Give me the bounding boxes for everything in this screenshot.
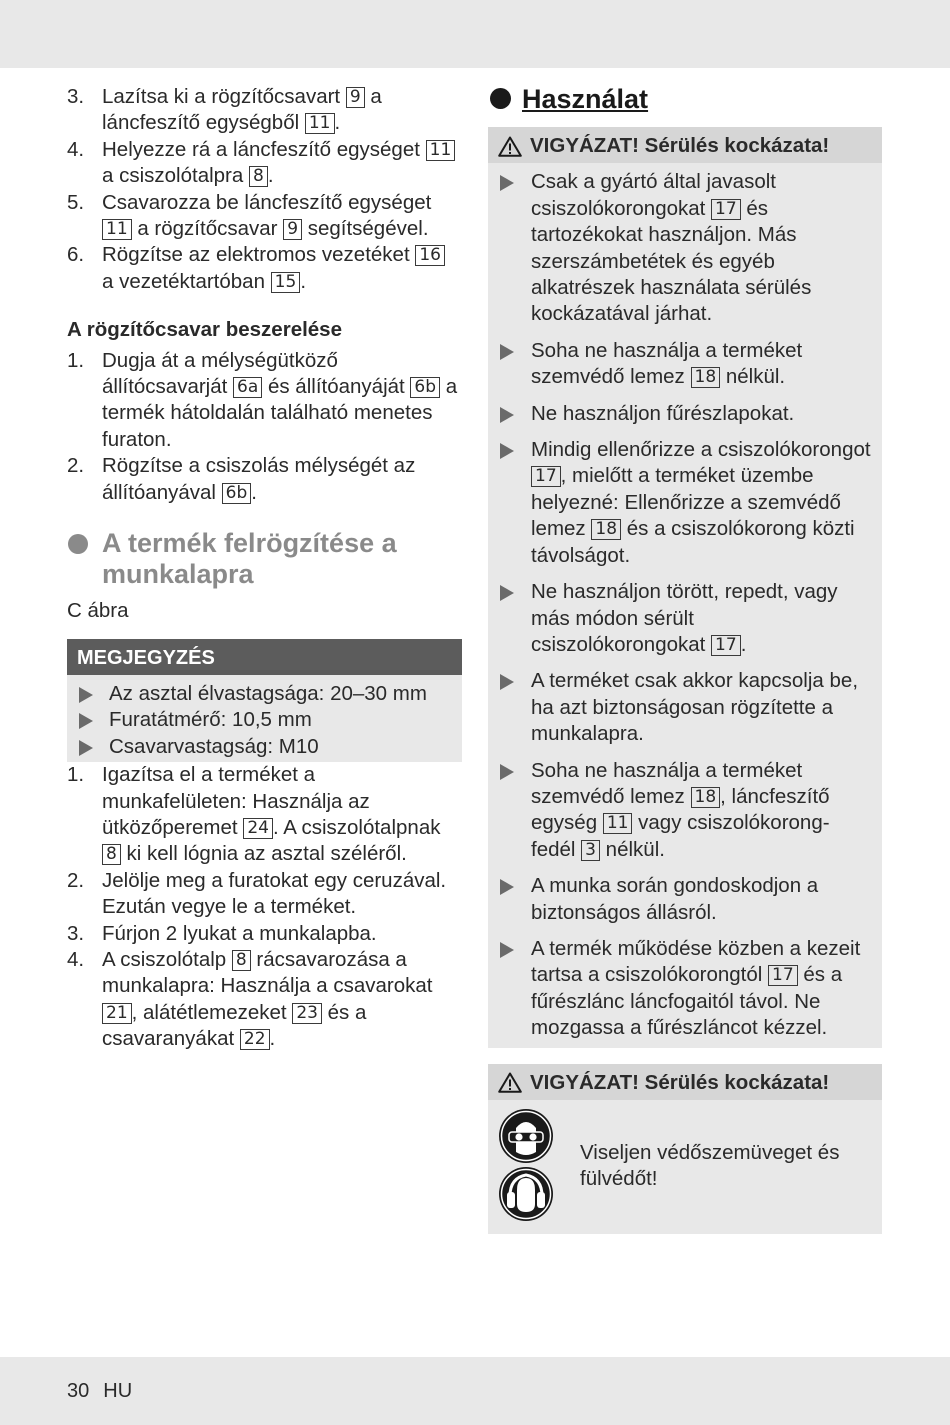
text-segment: , mielőtt a terméket üzembe helyezné: Ellenőrizze a szemvédő lemez — [531, 464, 841, 541]
step-text — [102, 349, 457, 451]
step-item — [67, 868, 462, 921]
note-item — [77, 707, 452, 733]
warning-list — [488, 163, 882, 1047]
ear-protection-icon — [498, 1166, 554, 1222]
text-segment: A csiszolótalp — [102, 947, 232, 971]
reference-number: 17 — [711, 199, 741, 220]
step-number: 4. — [67, 137, 85, 161]
section-usage-title: Használat — [522, 84, 649, 114]
triangle-bullet-icon — [500, 407, 514, 423]
warning-item-text — [531, 669, 858, 745]
reference-number: 8 — [102, 844, 121, 865]
note-item-text: Az asztal élvastagsága: 20–30 mm — [109, 681, 427, 705]
warning-item — [498, 873, 872, 926]
text-segment: nélkül. — [720, 365, 786, 389]
step-number: 6. — [67, 243, 85, 267]
step-item — [67, 137, 462, 190]
triangle-bullet-icon — [500, 674, 514, 690]
section-usage — [488, 84, 882, 115]
text-segment: Csavarozza be láncfeszítő egységet — [102, 190, 432, 214]
step-number: 1. — [67, 763, 85, 787]
text-segment: Lazítsa ki a rögzítőcsavart — [102, 85, 346, 108]
subheading-fixing-screw: A rögzítőcsavar beszerelése — [67, 318, 342, 342]
text-segment: Mindig ellenőrizze a csiszolókorongot — [531, 438, 871, 462]
warning-item-text — [531, 339, 802, 388]
reference-number: 11 — [102, 219, 132, 240]
reference-number: 21 — [102, 1003, 132, 1024]
page-footer — [67, 1378, 146, 1404]
reference-number: 22 — [240, 1029, 270, 1050]
reference-number: 11 — [603, 813, 633, 834]
reference-number: 9 — [346, 87, 365, 108]
step-item — [67, 242, 462, 295]
warning-item-text — [531, 580, 838, 656]
text-segment: Igazítsa el a terméket a munkafelületen: Használja az ütközőperemet — [102, 763, 370, 839]
text-segment: A terméket csak akkor kapcsolja be, ha azt biztonságosan rögzítette a munkalapra. — [531, 669, 859, 746]
text-segment: Csak a gyártó által javasolt csiszolókorongokat — [531, 170, 776, 220]
text-segment: . — [251, 480, 257, 504]
text-segment: Fúrjon 2 lyukat a munkalapba. — [102, 921, 377, 945]
warning-item — [498, 668, 872, 747]
steps-fixing-screw — [67, 348, 462, 506]
text-segment: Rögzítse a csiszolás mélységét az állítóanyával — [102, 454, 416, 504]
warning-box-usage — [488, 127, 882, 1048]
note-item — [77, 681, 452, 707]
text-segment: a láncfeszítő egységből — [102, 85, 382, 135]
triangle-bullet-icon — [79, 740, 93, 756]
text-segment: Dugja át a mélységütköző állítócsavarját — [102, 348, 338, 399]
reference-number: 17 — [711, 635, 741, 656]
text-segment: A munka során gondoskodjon a biztonságos állásról. — [531, 874, 819, 924]
bullet-dot-icon — [490, 88, 511, 109]
reference-number: 6a — [233, 377, 262, 398]
left-column — [67, 84, 462, 1053]
step-item — [67, 348, 462, 454]
text-segment: és állítóanyáját — [262, 375, 411, 399]
reference-number: 18 — [691, 367, 721, 388]
reference-number: 18 — [691, 787, 721, 808]
note-item-text: Furatátmérő: 10,5 mm — [109, 708, 312, 732]
reference-number: 16 — [415, 245, 445, 266]
warning-item — [498, 758, 872, 864]
step-number: 1. — [67, 348, 85, 372]
triangle-bullet-icon — [79, 713, 93, 729]
reference-number: 17 — [768, 965, 798, 986]
warning-triangle-icon — [498, 136, 522, 157]
page-number: 30 — [67, 1380, 90, 1402]
triangle-bullet-icon — [500, 764, 514, 780]
note-list — [67, 675, 462, 762]
reference-number: 17 — [531, 466, 561, 487]
warning-item — [498, 401, 872, 427]
ppe-text: Viseljen védőszemüveget és fülvédőt! — [580, 1140, 840, 1190]
warning-item — [498, 437, 872, 569]
reference-number: 24 — [243, 818, 273, 839]
text-segment: Rögzítse az elektromos vezetéket — [102, 243, 416, 267]
warning-heading-text: VIGYÁZAT! Sérülés kockázata! — [530, 1070, 830, 1094]
step-item — [67, 762, 462, 868]
triangle-bullet-icon — [500, 344, 514, 360]
section-mounting — [67, 528, 462, 590]
step-item — [67, 190, 462, 243]
language-code: HU — [103, 1380, 133, 1402]
step-text — [102, 763, 440, 865]
step-item — [67, 921, 462, 947]
warning-heading — [488, 127, 882, 163]
step-text — [102, 138, 455, 187]
warning-item — [498, 936, 872, 1042]
step-number: 3. — [67, 921, 85, 945]
warning-item — [498, 338, 872, 391]
warning-item-text — [531, 402, 794, 425]
text-segment: . — [267, 164, 274, 188]
step-number: 2. — [67, 868, 85, 892]
step-number: 5. — [67, 190, 85, 214]
text-segment: Soha ne használja a terméket szemvédő lemez — [531, 758, 803, 808]
figure-label: C ábra — [67, 599, 129, 623]
text-segment: Ne használjon törött, repedt, vagy más módon sérült csiszolókorongokat — [531, 580, 838, 656]
step-text — [102, 869, 446, 918]
right-column — [488, 84, 882, 1234]
warning-heading — [488, 1064, 882, 1100]
step-item — [67, 453, 462, 506]
section-mounting-title: A termék felrögzítése a munkalapra — [102, 528, 397, 590]
text-segment: , alátétlemezeket — [131, 1000, 293, 1024]
note-item-text: Csavarvastagság: M10 — [109, 734, 319, 758]
text-segment: A termék működése közben a kezeit tartsa a csiszolókorongtól — [531, 936, 861, 987]
warning-item-text — [531, 438, 871, 567]
text-segment: segítségével. — [302, 217, 429, 241]
text-segment: vagy csiszolókorong-fedél — [531, 811, 830, 861]
warning-item — [498, 169, 872, 327]
reference-number: 3 — [581, 840, 600, 861]
warning-heading-text: VIGYÁZAT! Sérülés kockázata! — [530, 134, 830, 157]
reference-number: 9 — [283, 219, 302, 240]
triangle-bullet-icon — [500, 175, 514, 191]
text-segment: . — [334, 111, 341, 135]
ppe-row — [488, 1100, 882, 1234]
ppe-icons — [498, 1108, 554, 1224]
note-box — [67, 639, 462, 763]
text-segment: . — [740, 632, 747, 656]
step-text — [102, 454, 415, 503]
text-segment: a vezetéktartóban — [102, 269, 271, 293]
text-segment: Soha ne használja a terméket szemvédő lemez — [531, 338, 803, 389]
reference-number: 11 — [305, 113, 335, 134]
safety-goggles-icon — [498, 1108, 554, 1164]
text-segment: nélkül. — [599, 837, 665, 861]
note-heading: MEGJEGYZÉS — [67, 639, 462, 675]
triangle-bullet-icon — [500, 879, 514, 895]
reference-number: 11 — [426, 140, 456, 161]
text-segment: . — [269, 1027, 276, 1051]
step-text — [102, 948, 432, 1050]
step-text — [102, 243, 445, 292]
text-segment: Helyezze rá a láncfeszítő egységet — [102, 137, 426, 161]
step-number: 2. — [67, 454, 85, 478]
warning-item-text — [531, 937, 860, 1039]
warning-item — [498, 579, 872, 658]
note-item — [77, 734, 452, 760]
step-item — [67, 84, 462, 137]
step-item — [67, 947, 462, 1053]
bullet-dot-icon — [68, 534, 88, 554]
reference-number: 6b — [222, 483, 252, 504]
text-segment: , láncfeszítő egység — [531, 784, 830, 835]
text-segment: a rögzítőcsavar — [131, 217, 284, 241]
text-segment: és a fűrészlánc láncfogaitól távol. Ne mozgassa a fűrészláncot kézzel. — [531, 963, 843, 1040]
reference-number: 8 — [249, 166, 268, 187]
text-segment: és a csavaranyákat — [102, 1000, 367, 1051]
triangle-bullet-icon — [500, 942, 514, 958]
triangle-bullet-icon — [500, 585, 514, 601]
step-text — [102, 85, 382, 134]
warning-box-ppe — [488, 1064, 882, 1234]
text-segment: és tartozékokat használjon. Más szerszámbetétek és egyéb alkatrészek használata sérülés kockázatával járhat. — [531, 196, 812, 326]
header-band — [0, 0, 950, 68]
steps-mounting — [67, 762, 462, 1052]
text-segment: és a csiszolókorong közti távolságot. — [531, 517, 855, 567]
reference-number: 15 — [271, 272, 301, 293]
text-segment: a csiszolótalpra — [102, 164, 249, 188]
warning-triangle-icon — [498, 1072, 522, 1093]
text-segment: a termék hátoldalán található menetes furaton. — [102, 375, 458, 451]
text-segment: . A csiszolótalpnak — [272, 815, 441, 839]
text-segment: Jelölje meg a furatokat egy ceruzával. Ezután vegye le a terméket. — [102, 868, 447, 919]
reference-number: 23 — [292, 1003, 322, 1024]
warning-item-text — [531, 170, 811, 325]
text-segment: . — [300, 269, 307, 293]
text-segment: rácsavarozása a munkalapra: Használja a csavarokat — [102, 947, 433, 998]
text-segment: Ne használjon fűrészlapokat. — [531, 401, 795, 425]
steps-chain-tensioner — [67, 84, 462, 295]
triangle-bullet-icon — [79, 687, 93, 703]
warning-item-text — [531, 874, 818, 923]
triangle-bullet-icon — [500, 443, 514, 459]
step-number: 3. — [67, 85, 85, 108]
text-segment: ki kell lógnia az asztal széléről. — [120, 842, 407, 866]
reference-number: 18 — [591, 519, 621, 540]
step-text — [102, 922, 377, 945]
step-number: 4. — [67, 947, 85, 971]
warning-item-text — [531, 759, 830, 861]
reference-number: 6b — [410, 377, 440, 398]
reference-number: 8 — [232, 950, 251, 971]
step-text — [102, 191, 431, 240]
